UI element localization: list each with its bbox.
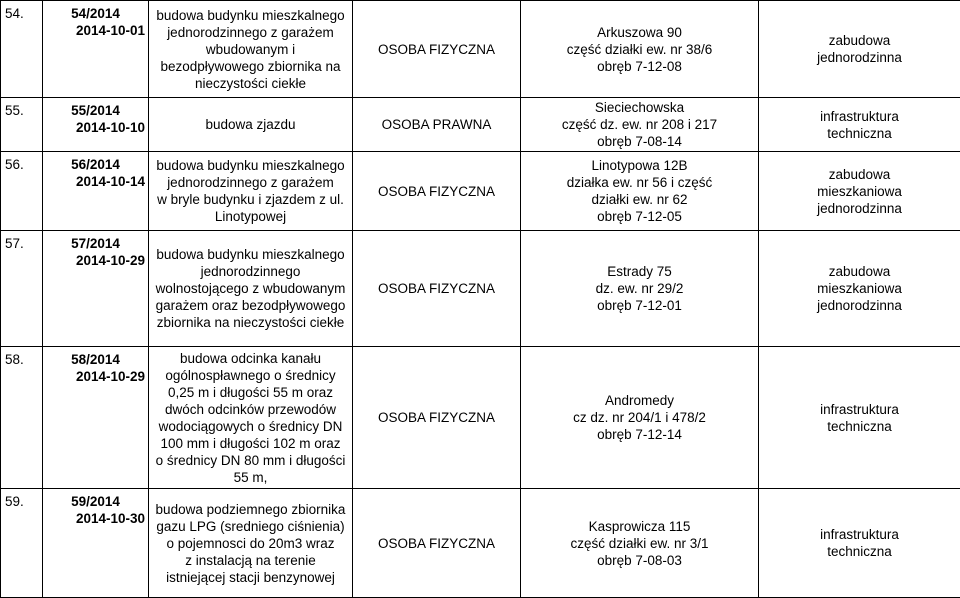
decision-number-cell [43, 231, 149, 347]
decision-date: 2014-10-29 [45, 252, 146, 269]
description: budowa zjazdu [151, 116, 350, 133]
description: budowa budynku mieszkalnego jednorodzinnego z garażem w bryle budynku i zjazdem z ul. Linotypowej [151, 157, 350, 225]
location: Kasprowicza 115 część działki ew. nr 3/1 obręb 7-08-03 [523, 518, 756, 569]
decision-number: 54/2014 [45, 5, 146, 22]
applicant: OSOBA FIZYCZNA [355, 409, 518, 426]
category: zabudowa jednorodzinna [761, 32, 958, 66]
category: infrastruktura techniczna [761, 526, 958, 560]
location-cell [521, 152, 759, 231]
row-lp: 55. [1, 98, 43, 152]
location: Estrady 75 dz. ew. nr 29/2 obręb 7-12-01 [523, 263, 756, 314]
category-cell [759, 152, 960, 231]
description-cell [149, 1, 353, 98]
category-cell [759, 489, 960, 598]
decision-number: 57/2014 [45, 235, 146, 252]
decision-number-cell [43, 152, 149, 231]
applicant: OSOBA FIZYCZNA [355, 535, 518, 552]
applicant-cell [353, 1, 521, 98]
category: infrastruktura techniczna [761, 401, 958, 435]
description-cell [149, 347, 353, 489]
decision-number: 59/2014 [45, 493, 146, 510]
decision-date: 2014-10-01 [45, 22, 146, 39]
row-lp: 57. [1, 231, 43, 347]
description: budowa budynku mieszkalnego jednorodzinnego wolnostojącego z wbudowanym garażem oraz bezodpływowego zbiornika na nieczystości ciekłe [151, 246, 350, 331]
decision-date: 2014-10-10 [45, 119, 146, 136]
decision-number-cell [43, 98, 149, 152]
decision-number-cell [43, 347, 149, 489]
category-cell [759, 98, 960, 152]
table-row [1, 489, 960, 598]
decision-number-cell [43, 1, 149, 98]
decision-number-cell [43, 489, 149, 598]
applicant-cell [353, 152, 521, 231]
location-cell [521, 347, 759, 489]
row-lp: 58. [1, 347, 43, 489]
row-lp: 56. [1, 152, 43, 231]
category: zabudowa mieszkaniowa jednorodzinna [761, 166, 958, 217]
category: zabudowa mieszkaniowa jednorodzinna [761, 263, 958, 314]
table-row [1, 347, 960, 489]
location: Linotypowa 12B działka ew. nr 56 i część działki ew. nr 62 obręb 7-12-05 [523, 157, 756, 225]
table-row [1, 1, 960, 98]
applicant: OSOBA FIZYCZNA [355, 41, 518, 58]
decision-number: 58/2014 [45, 351, 146, 368]
applicant: OSOBA FIZYCZNA [355, 280, 518, 297]
table-row [1, 231, 960, 347]
category-cell [759, 1, 960, 98]
location-cell [521, 489, 759, 598]
description: budowa podziemnego zbiornika gazu LPG (sredniego ciśnienia) o pojemnosci do 20m3 wraz z instalacją na terenie istniejącej stacji benzynowej [151, 501, 350, 586]
decision-date: 2014-10-14 [45, 173, 146, 190]
applicant-cell [353, 489, 521, 598]
description-cell [149, 98, 353, 152]
applicant: OSOBA FIZYCZNA [355, 183, 518, 200]
description: budowa odcinka kanału ogólnospławnego o średnicy 0,25 m i długości 55 m oraz dwóch odcinków przewodów wodociągowych o średnicy DN 100 mm i długości 102 m oraz o średnicy DN 80 mm i długości 55 m, [151, 350, 350, 486]
description: budowa budynku mieszkalnego jednorodzinnego z garażem wbudowanym i bezodpływowego zbiornika na nieczystości ciekłe [151, 7, 350, 92]
location: Sieciechowska część dz. ew. nr 208 i 217 obręb 7-08-14 [523, 99, 756, 150]
location-cell [521, 231, 759, 347]
decision-date: 2014-10-30 [45, 510, 146, 527]
applicant-cell [353, 231, 521, 347]
applicant-cell [353, 98, 521, 152]
category: infrastruktura techniczna [761, 108, 958, 142]
location-cell [521, 1, 759, 98]
row-lp: 54. [1, 1, 43, 98]
row-lp: 59. [1, 489, 43, 598]
location: Arkuszowa 90 część działki ew. nr 38/6 obręb 7-12-08 [523, 24, 756, 75]
table-row [1, 152, 960, 231]
description-cell [149, 231, 353, 347]
table-row [1, 98, 960, 152]
location: Andromedy cz dz. nr 204/1 i 478/2 obręb 7-12-14 [523, 392, 756, 443]
location-cell [521, 98, 759, 152]
decision-number: 56/2014 [45, 156, 146, 173]
category-cell [759, 231, 960, 347]
decision-date: 2014-10-29 [45, 368, 146, 385]
category-cell [759, 347, 960, 489]
description-cell [149, 152, 353, 231]
description-cell [149, 489, 353, 598]
applicant: OSOBA PRAWNA [355, 116, 518, 133]
decision-number: 55/2014 [45, 102, 146, 119]
applicant-cell [353, 347, 521, 489]
